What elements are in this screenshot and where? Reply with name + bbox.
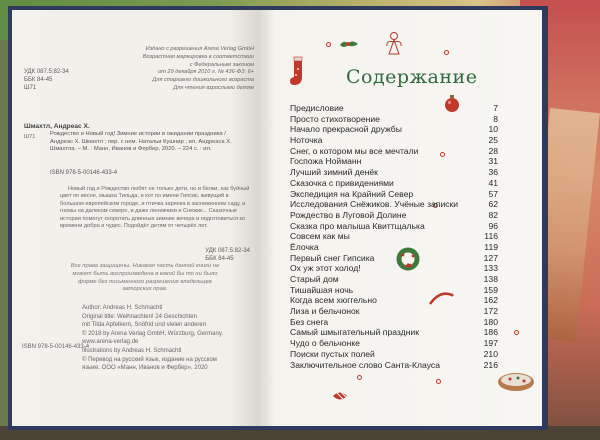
credit-line: Original title: Weihnachten! 24 Geschichten [82, 313, 197, 320]
left-page [12, 10, 260, 426]
bibliographic-citation: Рождество и Новый год! Зимние истории в ожидании праздника / Андреас Х. Шмахтл ; пер. с нем. Натальи Кушнир ; ил. Андреаса Х. Шмахтла. – М. : Манн, Иванов и Фербер, 2020. – 224 с. : ил. [50, 131, 232, 153]
toc-entry [290, 167, 498, 178]
imprint-line: Издано с разрешения Arena Verlag GmbH [145, 46, 254, 52]
isbn-top: ISBN 978-5-00146-433-4 [50, 170, 118, 176]
toc-title: Поиски пустых полей [290, 348, 375, 359]
toc-title: Ёлочка [290, 241, 319, 252]
toc-entry [290, 146, 498, 157]
rights-notice: Все права защищены. Никакая часть данной книги не может быть воспроизведена в какой бы то ни было форме без письменного разрешения владельцев авторских прав. [70, 263, 220, 293]
toc-page: 96 [488, 220, 498, 231]
toc-entry [290, 135, 498, 146]
toc-entry [290, 349, 498, 360]
credit-line: www.arena-verlag.de [82, 339, 139, 346]
toc-entry [290, 199, 498, 210]
toc-entry [290, 210, 498, 221]
toc-page: 36 [488, 167, 498, 178]
toc-title: Просто стихотворение [290, 113, 380, 124]
toc-entry [290, 360, 498, 371]
toc-title: Сказочка с привидениями [290, 177, 394, 188]
toc-page: 62 [488, 199, 498, 210]
toc-page: 119 [484, 241, 498, 252]
toc-title: Когда всем хюггельно [290, 295, 377, 306]
toc-entry [290, 295, 498, 306]
toc-page: 82 [488, 209, 498, 220]
toc-entry [290, 285, 498, 296]
toc-entry [290, 103, 498, 114]
toc-title: Без снега [290, 316, 329, 327]
toc-title: Чудо о бельчонке [290, 338, 360, 349]
toc-title: Ноточка [290, 135, 323, 146]
toc-page: 10 [488, 124, 498, 135]
udk-block-top [24, 68, 69, 92]
udk-block-bottom [205, 247, 250, 263]
credit-line: языке. ООО «Манн, Иванов и Фербер», 2020 [82, 365, 208, 372]
toc-page: 216 [483, 359, 498, 370]
snow-dot [326, 42, 331, 47]
toc-title: Заключительное слово Санта-Клауса [290, 359, 441, 370]
credits-block [82, 304, 262, 373]
toc-title: Первый снег Гипсика [290, 252, 375, 263]
toc-entry [290, 178, 498, 189]
imprint-line: с Федеральным законом [189, 61, 254, 68]
imprint-line: от 29 декабря 2010 г. № 436-ФЗ: 6+ [158, 69, 254, 76]
stocking-icon [289, 55, 307, 89]
toc-page: 162 [483, 295, 498, 306]
toc-entry [290, 114, 498, 125]
toc-title: Рождество в Луговой Долине [290, 209, 407, 220]
udk-line: Ш71 [24, 85, 37, 91]
toc-title: Исследования Снёжиков. Учёные записки [290, 199, 459, 210]
toc-title: Тишайшая ночь [290, 284, 354, 295]
toc-entry [290, 274, 498, 285]
toc-entry [290, 253, 498, 264]
toc-entry [290, 263, 498, 274]
toc-page: 180 [483, 316, 498, 327]
table-of-contents [290, 103, 498, 370]
toc-page: 57 [488, 188, 498, 199]
index-code: Ш71 [24, 134, 36, 140]
imprint-line: Для чтения взрослыми детям [173, 84, 254, 91]
toc-title: Снег, о котором мы все мечтали [290, 145, 419, 156]
toc-entry [290, 306, 498, 317]
toc-page: 133 [483, 263, 498, 274]
udk-line: УДК 087.5:82-34 [24, 69, 69, 75]
contents-title: Содержание [346, 66, 478, 88]
toc-title: Старый дом [290, 274, 339, 284]
imprint-line: Для старшего дошкольного возраста [152, 77, 254, 84]
toc-page: 8 [493, 113, 498, 124]
toc-page: 159 [483, 284, 498, 295]
toc-page: 7 [493, 103, 498, 113]
toc-title: Начало прекрасной дружбы [290, 124, 402, 135]
toc-title: Сказка про малыша Квиттщалька [290, 220, 425, 231]
toc-title: Совсем как мы [290, 231, 350, 242]
angel-icon [384, 30, 404, 56]
snow-dot [514, 330, 519, 335]
toc-entry [290, 317, 498, 328]
annotation: Новый год и Рождество любят не только дети, но и белки, как буйный цвет по весне, мышка Тильда, и кот по имени Гипсик, живущий в большом европейском городе, и птичка зарянка в заснеженном саду, и гномы на далеком севере, и даже ленивчики и Снежик... Сказочные истории помогут скоротать длинные зимние вечера и подготовиться ко времени добра и чудес. Подойдёт детям от четырёх лет. [60, 186, 250, 230]
toc-page: 197 [483, 338, 498, 349]
toc-entry [290, 242, 498, 253]
toc-entry [290, 338, 498, 349]
credit-line: Illustrations by Andreas H. Schmachtl [82, 347, 182, 354]
snow-dot [444, 50, 449, 55]
cookie-icon [496, 364, 542, 394]
toc-entry [290, 124, 498, 135]
toc-title: Самый шмыгательный праздник [290, 327, 419, 338]
toc-title: Предисловие [290, 103, 344, 113]
snow-dot [436, 379, 441, 384]
toc-page: 172 [483, 306, 498, 317]
toc-title: Лучший зимний денёк [290, 167, 378, 178]
toc-title: Ох уж этот холод! [290, 263, 361, 274]
udk-line: ББК 84-45 [205, 256, 234, 262]
toc-title: Лиза и бельчонок [290, 306, 360, 317]
toc-entry [290, 156, 498, 167]
toc-entry [290, 189, 498, 200]
toc-page: 41 [488, 177, 498, 188]
toc-page: 210 [483, 348, 498, 359]
candy-icon [330, 389, 350, 403]
udk-line: УДК 087.5:82-34 [205, 248, 250, 254]
snow-dot [357, 375, 362, 380]
credit-line: Author: Andreas H. Schmachtl [82, 305, 163, 311]
udk-line: ББК 84-45 [24, 77, 53, 83]
toc-page: 127 [483, 252, 498, 263]
author-heading: Шмахтл, Андреас Х. [24, 123, 90, 130]
toc-entry [290, 231, 498, 242]
holly-icon [338, 38, 360, 50]
toc-title: Госпожа Нойманн [290, 156, 362, 167]
toc-page: 28 [488, 145, 498, 156]
toc-page: 138 [483, 274, 498, 284]
toc-page: 25 [488, 135, 498, 146]
toc-entry [290, 221, 498, 232]
toc-title: Экспедиция на Крайний Север [290, 188, 414, 199]
credit-line: © 2018 by Arena Verlag GmbH, Würzburg, Germany. [82, 330, 224, 337]
toc-page: 31 [488, 156, 498, 167]
credit-line: © Перевод на русский язык, издание на русском [82, 356, 217, 363]
toc-entry [290, 327, 498, 338]
toc-page: 116 [484, 231, 498, 242]
toc-page: 186 [483, 327, 498, 338]
imprint-line: Возрастная маркировка в соответствии [142, 53, 254, 60]
imprint-block [104, 46, 254, 93]
isbn-bottom: ISBN 978-5-00146-433-4 [22, 344, 90, 350]
credit-line: mit Tilda Apfelkern, Snöfrid und vielen anderen [82, 322, 207, 329]
